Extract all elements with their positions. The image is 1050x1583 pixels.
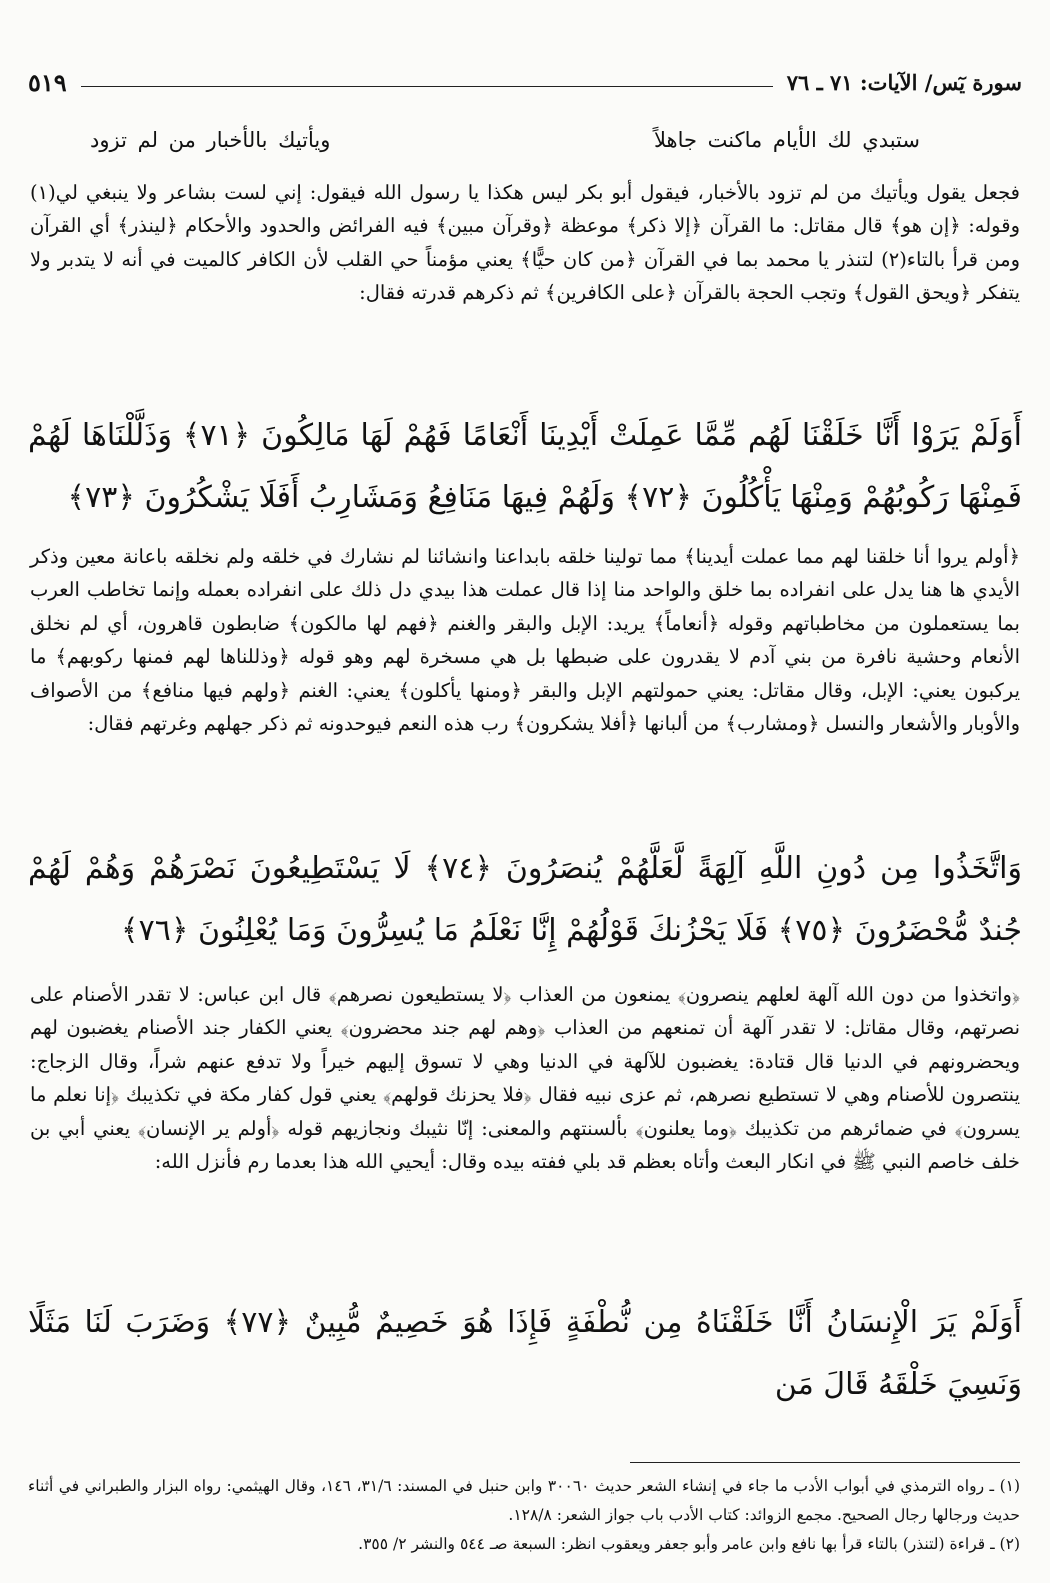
poetry-verse — [90, 128, 920, 164]
footnote-1: (١) ـ رواه الترمذي في أبواب الأدب ما جاء في إنشاء الشعر حديث ٣٠٠٦٠ وابن حنبل في المسند: ٣١/٦، ١٤٦، وقال الهيثمي: رواه البزار والطبراني في أثناء حديث ورجالها رجال الصحيح. مجمع الزوائد: كتاب الأدب باب جواز الشعر: ١٢٨/٨. — [28, 1477, 1021, 1524]
verse-text: أَوَلَمْ يَرَوْا أَنَّا خَلَقْنَا لَهُم مِّمَّا عَمِلَتْ أَيْدِينَا أَنْعَامًا فَهُمْ لَهَا مَالِكُونَ ﴿٧١﴾ وَذَلَّلْنَاهَا لَهُمْ فَمِنْهَا رَكُوبُهُمْ وَمِنْهَا يَأْكُلُونَ ﴿٧٢﴾ وَلَهُمْ فِيهَا مَنَافِعُ وَمَشَارِبُ أَفَلَا يَشْكُرُونَ ﴿٧٣﴾ — [28, 418, 1022, 515]
verse-text: أَوَلَمْ يَرَ الْإِنسَانُ أَنَّا خَلَقْنَاهُ مِن نُّطْفَةٍ فَإِذَا هُوَ خَصِيمٌ مُّبِينٌ ﴿٧٧﴾ وَضَرَبَ لَنَا مَثَلًا وَنَسِيَ خَلْقَهُ قَالَ مَن — [28, 1305, 1022, 1402]
commentary-paragraph-3 — [30, 978, 1020, 1178]
footnote-divider — [630, 1462, 1020, 1463]
hemistich-left: ويأتيك بالأخبار من لم تزود — [90, 128, 331, 152]
quran-verse-77-78 — [28, 1292, 1022, 1416]
commentary-paragraph-2 — [30, 540, 1020, 740]
paragraph-text: ﴿واتخذوا من دون الله آلهة لعلهم ينصرون﴾ يمنعون من العذاب ﴿لا يستطيعون نصرهم﴾ قال ابن عباس: لا تقدر الأصنام على نصرتهم، وقال مقاتل: لا تقدر آلهة أن تمنعهم من العذاب ﴿وهم لهم جند محضرون﴾ يعني الكفار جند الأصنام يغضبون لهم ويحضرونهم في الدنيا قال قتادة: يغضبون للآلهة في الدنيا وهي لا تسوق إليهم خيراً ولا تدفع عنهم شراً، وقال الزجاج: ينتصرون للأصنام وهي لا تستطيع نصرهم، ثم عزى نبيه فقال ﴿فلا يحزنك قولهم﴾ يعني قول كفار مكة في تكذيبك ﴿إنا نعلم ما يسرون﴾ في ضمائرهم من تكذيبك ﴿وما يعلنون﴾ بألسنتهم والمعنى: إنّا نثيبك ونجازيهم قوله ﴿أولم ير الإنسان﴾ يعني أبي بن خلف خاصم النبي ﷺ في انكار البعث وأتاه بعظم قد بلي ففته بيده وقال: أيحيي الله هذا بعدما رم فأنزل الله: — [30, 983, 1020, 1174]
footnote-2: (٢) ـ قراءة (لتنذر) بالتاء قرأ بها نافع وابن عامر وأبو جعفر ويعقوب انظر: السبعة صـ ٥٤٤ والنشر ٢/ ٣٥٥. — [358, 1535, 1020, 1553]
quran-verse-71-73 — [28, 405, 1022, 529]
header-rule — [81, 86, 773, 87]
verse-text: وَاتَّخَذُوا مِن دُونِ اللَّهِ آلِهَةً لَّعَلَّهُمْ يُنصَرُونَ ﴿٧٤﴾ لَا يَسْتَطِيعُونَ نَصْرَهُمْ وَهُمْ لَهُمْ جُندٌ مُّحْضَرُونَ ﴿٧٥﴾ فَلَا يَحْزُنكَ قَوْلُهُمْ إِنَّا نَعْلَمُ مَا يُسِرُّونَ وَمَا يُعْلِنُونَ ﴿٧٦﴾ — [28, 851, 1022, 948]
quran-verse-74-76 — [28, 838, 1022, 962]
paragraph-text: ﴿أولم يروا أنا خلقنا لهم مما عملت أيدينا﴾ مما تولينا خلقه بابداعنا وانشائنا لم نشارك في خلقه ولم نخلقه باعانة معين وذكر الأيدي ها هنا يدل على انفراده بما خلق والواحد منا إذا قال عملت هذا بيدي دل ذلك على انفراده بعمله وإنما تخاطب العرب بما يستعملون من مخاطباتهم وقوله ﴿أنعاماً﴾ يريد: الإبل والبقر والغنم ﴿فهم لها مالكون﴾ ضابطون قاهرون، أي لم نخلق الأنعام وحشية نافرة من بني آدم لا يقدرون على ضبطها بل هي مسخرة لهم وهو قوله ﴿وذللناها لهم فمنها ركوبهم﴾ ما يركبون يعني: الإبل، وقال مقاتل: يعني حمولتهم الإبل والبقر ﴿ومنها يأكلون﴾ يعني: الغنم ﴿ولهم فيها منافع﴾ من الأصواف والأوبار والأشعار والنسل ﴿ومشارب﴾ من ألبانها ﴿أفلا يشكرون﴾ رب هذه النعم فيوحدونه ثم ذكر جهلهم وغرتهم فقال: — [30, 545, 1020, 736]
running-header — [28, 62, 1022, 102]
commentary-paragraph-1 — [30, 176, 1020, 310]
page-number: ٥١٩ — [28, 67, 67, 97]
surah-title: سورة يٓس/ الآيات: ٧١ ـ ٧٦ — [786, 69, 1022, 95]
hemistich-right: ستبدي لك الأيام ماكنت جاهلاً — [654, 128, 920, 152]
footnotes — [28, 1472, 1020, 1559]
paragraph-text: فجعل يقول ويأتيك من لم تزود بالأخبار، فيقول أبو بكر ليس هكذا يا رسول الله فيقول: إني لست بشاعر ولا ينبغي لي(١) وقوله: ﴿إن هو﴾ قال مقاتل: ما القرآن ﴿إلا ذكر﴾ موعظة ﴿وقرآن مبين﴾ فيه الفرائض والحدود والأحكام ﴿لينذر﴾ أي القرآن ومن قرأ بالتاء(٢) لتنذر يا محمد بما في القرآن ﴿من كان حيًّا﴾ يعني مؤمناً حي القلب لأن الكافر كالميت في أنه لا يتدبر ولا يتفكر ﴿ويحق القول﴾ وتجب الحجة بالقرآن ﴿على الكافرين﴾ ثم ذكرهم قدرته فقال: — [30, 181, 1020, 305]
